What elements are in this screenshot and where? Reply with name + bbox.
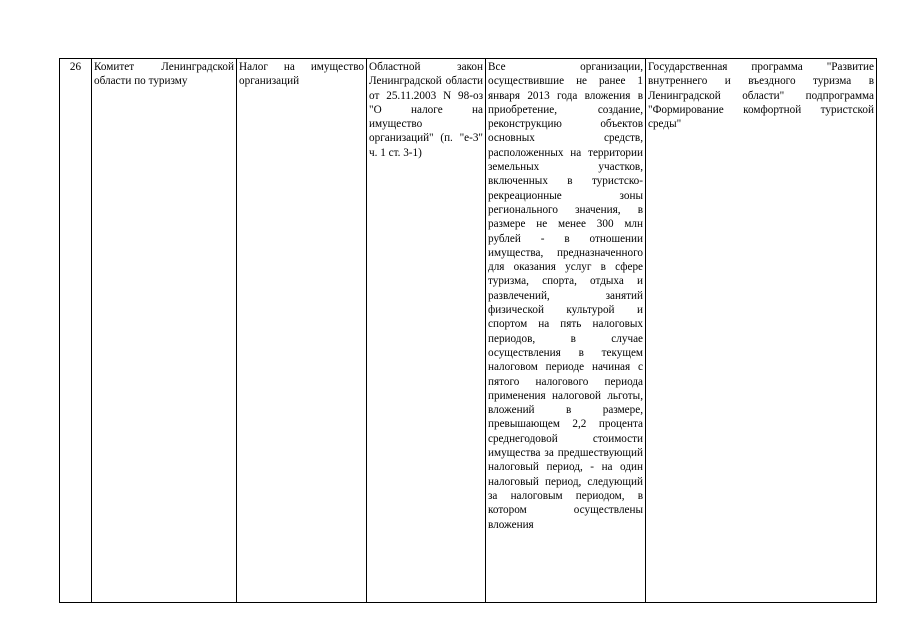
law-cell: Областной закон Ленинградской области от 25.11.2003 N 98-оз "О налоге на имущество организаций" (п. "е-3" ч. 1 ст. 3-1) (367, 59, 486, 603)
program-cell: Государственная программа "Развитие внутреннего и въездного туризма в Ленинградской области" подпрограмма "Формирование комфортной туристской среды" (646, 59, 877, 603)
taxpayers-cell: Все организации, осуществившие не ранее 1 января 2013 года вложения в приобретение, создание, реконструкцию объектов основных средств, расположенных на территории земельных участков, включенных в туристско-рекреационные зоны регионального значения, в размере не менее 300 млн рублей - в отношении имущества, предназначенного для оказания услуг в сфере туризма, спорта, отдыха и развлечений, занятий физической культурой и спортом на пять налоговых периодов, в случае осуществления в текущем налоговом периоде начиная с пятого налогового периода применения налоговой льготы, вложений в размере, превышающем 2,2 процента среднегодовой стоимости имущества за предшествующий налоговый период, - на один налоговый период, следующий за налоговым периодом, в котором осуществлены вложения (486, 59, 646, 603)
tax-benefits-table (59, 58, 877, 603)
tax-cell: Налог на имущество организаций (237, 59, 367, 603)
row-number: 26 (60, 59, 92, 603)
organization-cell: Комитет Ленинградской области по туризму (92, 59, 237, 603)
table-row (60, 59, 877, 603)
